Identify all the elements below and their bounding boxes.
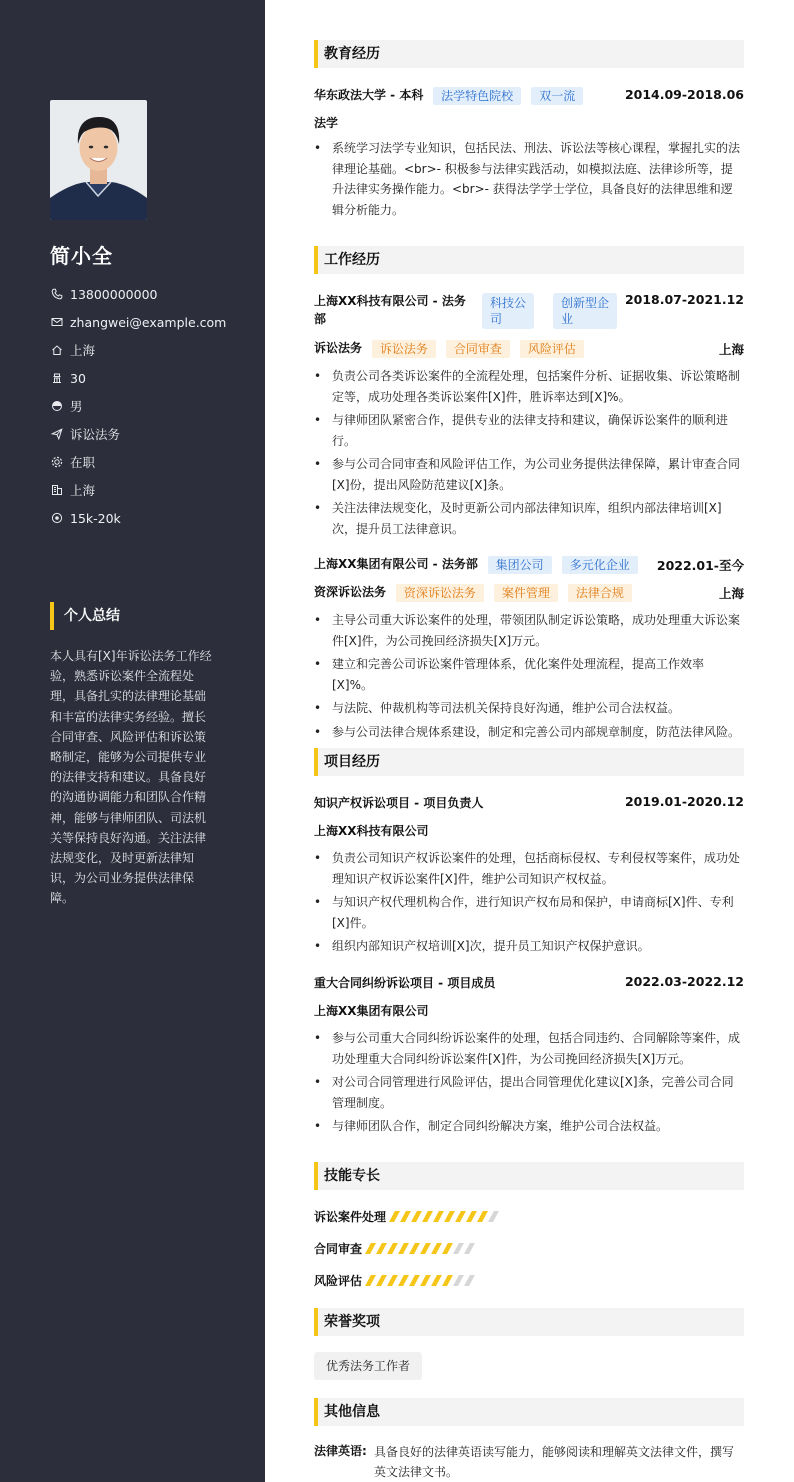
contact-info-list xyxy=(50,280,250,532)
job-1-role-tag: 诉讼法务 xyxy=(372,340,436,358)
job-2-tag: 集团公司 xyxy=(488,556,552,574)
job-1-bullet: • 与律师团队紧密合作，提供专业的法律支持和建议，确保诉讼案件的顺利进行。 xyxy=(314,410,744,451)
info-gender xyxy=(50,392,250,420)
projects-section-title: 项目经历 xyxy=(314,748,744,776)
job-2-tag: 多元化企业 xyxy=(562,556,638,574)
info-salary-text: 15k-20k xyxy=(70,510,121,526)
skill-bar-filled xyxy=(365,1243,376,1254)
info-salary xyxy=(50,504,250,532)
job-1-role-row xyxy=(314,339,744,359)
education-date: 2014.09-2018.06 xyxy=(624,87,744,102)
info-phone-text: 13800000000 xyxy=(70,286,158,302)
job-1-city: 上海 xyxy=(718,342,744,357)
job-2-city: 上海 xyxy=(718,586,744,601)
job-2-role-tag: 资深诉讼法务 xyxy=(396,584,484,602)
project-1-bullet: • 与知识产权代理机构合作，进行知识产权布局和保护，申请商标[X]件、专利[X]件。 xyxy=(314,892,744,933)
skill-bar-empty xyxy=(488,1211,499,1222)
skill-bar-filled xyxy=(442,1275,453,1286)
job-1-company-line1: 上海XX科技有限公司 - 法务 xyxy=(314,294,466,308)
job-1-date-row xyxy=(314,292,744,310)
info-location-text: 上海 xyxy=(70,343,96,358)
job-1-tag-line1: 科技公 xyxy=(490,296,527,310)
job-1-tag-line1: 创新型企 xyxy=(561,296,610,310)
skill-bar-filled xyxy=(422,1211,433,1222)
job-1-role-tag: 风险评估 xyxy=(520,340,584,358)
info-city-text: 上海 xyxy=(70,483,96,498)
project-2-date: 2022.03-2022.12 xyxy=(624,974,744,989)
summary-title: 个人总结 xyxy=(50,602,120,630)
education-major: 法学 xyxy=(314,116,339,130)
job-1-role: 诉讼法务 xyxy=(314,341,363,355)
skill-bar-filled xyxy=(420,1243,431,1254)
job-2-role: 资深诉讼法务 xyxy=(314,585,387,599)
job-1-tag-line2: 业 xyxy=(561,312,574,326)
skill-bar-empty xyxy=(453,1275,464,1286)
building-icon xyxy=(50,483,64,497)
skill-row xyxy=(314,1238,478,1258)
project-2-bullet: • 对公司合同管理进行风险评估，提出合同管理优化建议[X]条，完善公司合同管理制度。 xyxy=(314,1072,744,1113)
education-tag: 法学特色院校 xyxy=(433,87,521,105)
skill-bar-filled xyxy=(387,1275,398,1286)
other-label: 法律英语: xyxy=(314,1444,367,1458)
skill-bar-filled xyxy=(365,1275,376,1286)
info-status-text: 在职 xyxy=(70,455,96,470)
project-2-header xyxy=(314,974,744,992)
skill-bar-filled xyxy=(411,1211,422,1222)
project-2-name: 重大合同纠纷诉讼项目 - 项目成员 xyxy=(314,976,496,990)
skill-bar-filled xyxy=(477,1211,488,1222)
target-icon xyxy=(50,427,64,441)
project-2-bullet: • 参与公司重大合同纠纷诉讼案件的处理，包括合同违约、合同解除等案件，成功处理重大合同纠纷诉讼案件[X]件，为公司挽回经济损失[X]万元。 xyxy=(314,1028,744,1069)
salary-icon xyxy=(50,511,64,525)
skill-bar-filled xyxy=(444,1211,455,1222)
job-2-bullet: • 建立和完善公司诉讼案件管理体系，优化案件处理流程，提高工作效率[X]%。 xyxy=(314,654,744,695)
project-1-bullets xyxy=(314,848,744,960)
skill-bar-empty xyxy=(464,1243,475,1254)
info-target-text: 诉讼法务 xyxy=(70,427,121,442)
other-text: 具备良好的法律英语读写能力，能够阅读和理解英文法律文件，撰写英文法律文书。 xyxy=(374,1445,735,1479)
skill-bar-filled xyxy=(398,1243,409,1254)
education-section-title: 教育经历 xyxy=(314,40,744,68)
skill-bar-filled xyxy=(409,1275,420,1286)
job-2-company: 上海XX集团有限公司 - 法务部 xyxy=(314,557,478,571)
info-city xyxy=(50,476,250,504)
project-1-header xyxy=(314,794,744,812)
other-section-title: 其他信息 xyxy=(314,1398,744,1426)
job-2-date: 2022.01-至今 xyxy=(656,558,744,573)
job-2-bullets xyxy=(314,610,744,745)
job-2-role-tag: 案件管理 xyxy=(494,584,558,602)
skill-bar-filled xyxy=(420,1275,431,1286)
project-1-bullet: • 负责公司知识产权诉讼案件的处理，包括商标侵权、专利侵权等案件，成功处理知识产权诉讼案件[X]件，维护公司知识产权权益。 xyxy=(314,848,744,889)
job-2-bullet: • 参与公司法律合规体系建设，制定和完善公司内部规章制度，防范法律风险。 xyxy=(314,722,744,743)
skill-bar-filled xyxy=(409,1243,420,1254)
skill-level-bars xyxy=(392,1211,502,1222)
skills-section-title: 技能专长 xyxy=(314,1162,744,1190)
job-2-role-tag: 法律合规 xyxy=(568,584,632,602)
project-1-org: 上海XX科技有限公司 xyxy=(314,824,429,838)
info-location xyxy=(50,336,250,364)
job-1-bullet: • 关注法律法规变化，及时更新公司内部法律知识库，组织内部法律培训[X]次，提升员工法律意识。 xyxy=(314,498,744,539)
skill-bar-filled xyxy=(433,1211,444,1222)
skill-bar-filled xyxy=(455,1211,466,1222)
info-age xyxy=(50,364,250,392)
education-tag: 双一流 xyxy=(531,87,583,105)
job-2-bullet: • 主导公司重大诉讼案件的处理，带领团队制定诉讼策略，成功处理重大诉讼案件[X]件，为公司挽回经济损失[X]万元。 xyxy=(314,610,744,651)
skill-name: 诉讼案件处理 xyxy=(314,1209,387,1224)
age-icon xyxy=(50,371,64,385)
info-age-text: 30 xyxy=(70,370,86,386)
sidebar xyxy=(0,0,265,1482)
education-desc: • 系统学习法学专业知识，包括民法、刑法、诉讼法等核心课程，掌握扎实的法律理论基础。<br>- 积极参与法律实践活动，如模拟法庭、法律诊所等，提升法律实务操作能力。<br>- 获得法学学士学位，具备良好的法律思维和逻辑分析能力。 xyxy=(314,138,744,220)
skill-bar-filled xyxy=(389,1211,400,1222)
skill-row xyxy=(314,1270,478,1290)
job-1-date: 2018.07-2021.12 xyxy=(624,292,744,307)
info-phone xyxy=(50,280,250,308)
job-1-bullets xyxy=(314,366,744,542)
job-2-header xyxy=(314,555,744,575)
skill-name: 合同审查 xyxy=(314,1241,363,1256)
education-school: 华东政法大学 - 本科 xyxy=(314,88,424,102)
work-section-title: 工作经历 xyxy=(314,246,744,274)
job-1-role-tag: 合同审查 xyxy=(446,340,510,358)
skill-level-bars xyxy=(368,1243,478,1254)
skill-bar-filled xyxy=(398,1275,409,1286)
project-1-bullet: • 组织内部知识产权培训[X]次，提升员工知识产权保护意识。 xyxy=(314,936,744,957)
project-1-date: 2019.01-2020.12 xyxy=(624,794,744,809)
skill-name: 风险评估 xyxy=(314,1273,363,1288)
info-gender-text: 男 xyxy=(70,399,83,414)
job-1-bullet: • 负责公司各类诉讼案件的全流程处理，包括案件分析、证据收集、诉讼策略制定等，成功处理各类诉讼案件[X]件，胜诉率达到[X]%。 xyxy=(314,366,744,407)
summary-text: 本人具有[X]年诉讼法务工作经验，熟悉诉讼案件全流程处理，具备扎实的法律理论基础和丰富的法律实务经验。擅长合同审查、风险评估和诉讼策略制定，能够为公司提供专业的法律支持和建议。具备良好的沟通协调能力和团队合作精神，能够与律师团队、司法机关等保持良好沟通。关注法律法规变化，及时更新法律知识，为公司业务提供法律保障。 xyxy=(50,649,212,906)
avatar-photo xyxy=(50,100,147,220)
project-2-org: 上海XX集团有限公司 xyxy=(314,1004,429,1018)
project-2-bullet: • 与律师团队合作，制定合同纠纷解决方案，维护公司合法权益。 xyxy=(314,1116,744,1137)
award-badge: 优秀法务工作者 xyxy=(314,1352,422,1380)
skill-bar-empty xyxy=(464,1275,475,1286)
phone-icon xyxy=(50,287,64,301)
skill-bar-empty xyxy=(453,1243,464,1254)
candidate-name: 简小全 xyxy=(50,244,113,268)
job-1-bullet: • 参与公司合同审查和风险评估工作，为公司业务提供法律保障，累计审查合同[X]份，提出风险防范建议[X]条。 xyxy=(314,454,744,495)
gender-icon xyxy=(50,399,64,413)
project-1-name: 知识产权诉讼项目 - 项目负责人 xyxy=(314,796,484,810)
skill-bar-filled xyxy=(387,1243,398,1254)
info-email xyxy=(50,308,250,336)
info-status xyxy=(50,448,250,476)
education-desc-list xyxy=(314,138,744,223)
skill-bar-filled xyxy=(400,1211,411,1222)
awards-section-title: 荣誉奖项 xyxy=(314,1308,744,1336)
skill-bar-filled xyxy=(466,1211,477,1222)
job-2-role-row xyxy=(314,583,744,603)
info-target xyxy=(50,420,250,448)
skill-bar-filled xyxy=(376,1275,387,1286)
job-2-bullet: • 与法院、仲裁机构等司法机关保持良好沟通，维护公司合法权益。 xyxy=(314,698,744,719)
home-icon xyxy=(50,343,64,357)
info-email-text: zhangwei@example.com xyxy=(70,314,227,330)
education-header xyxy=(314,86,744,106)
skill-row xyxy=(314,1206,502,1226)
job-1-company-line2: 部 xyxy=(314,312,327,326)
skill-bar-filled xyxy=(376,1243,387,1254)
status-icon xyxy=(50,455,64,469)
mail-icon xyxy=(50,315,64,329)
skill-bar-filled xyxy=(431,1243,442,1254)
skill-bar-filled xyxy=(431,1275,442,1286)
skill-level-bars xyxy=(368,1275,478,1286)
project-2-bullets xyxy=(314,1028,744,1140)
job-1-tag-line2: 司 xyxy=(490,312,503,326)
skill-bar-filled xyxy=(442,1243,453,1254)
